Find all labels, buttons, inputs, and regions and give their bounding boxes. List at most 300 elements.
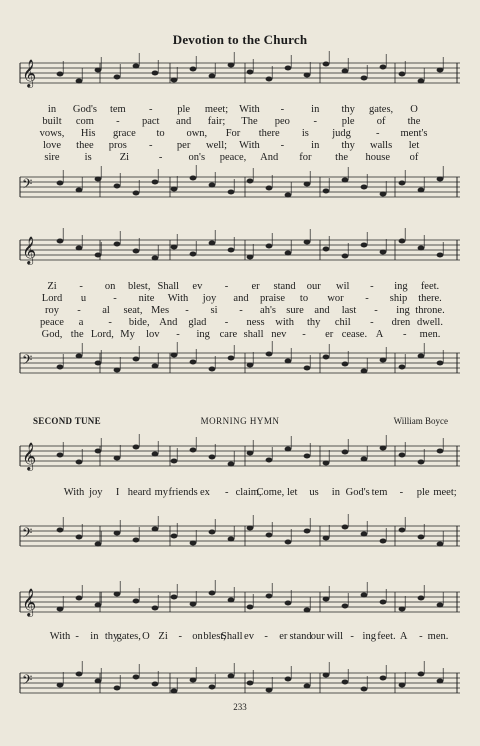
note-head xyxy=(133,357,140,362)
lyric-syllable: will xyxy=(326,631,344,642)
lyric-syllable: on xyxy=(192,631,203,642)
lyric-syllable: With xyxy=(239,104,260,115)
lyric-syllable: - xyxy=(370,317,374,328)
lyric-syllable: care xyxy=(219,329,238,340)
note-head xyxy=(57,453,64,458)
note-head xyxy=(399,239,406,244)
note-head xyxy=(304,182,311,187)
lyric-syllable: men. xyxy=(427,631,449,642)
lyric-syllable: claim, xyxy=(235,487,262,498)
lyric-syllable: well; xyxy=(206,140,228,151)
note-head xyxy=(380,65,387,70)
note-head xyxy=(285,677,292,682)
lyric-syllable: thy xyxy=(341,140,355,151)
note-head xyxy=(418,246,425,251)
lyric-syllable: to xyxy=(299,293,309,304)
lyric-syllable: thy xyxy=(104,631,119,642)
lyric-syllable: peace, xyxy=(219,152,247,163)
lyric-syllable: - xyxy=(148,104,153,115)
bass-clef: 𝄢 xyxy=(22,672,33,691)
lyric-syllable: walls xyxy=(369,140,393,151)
note-head xyxy=(285,540,292,545)
note-head xyxy=(114,75,121,80)
lyric-syllable: - xyxy=(116,116,120,127)
lyric-syllable: gates, xyxy=(368,104,394,115)
note-head xyxy=(323,247,330,252)
lyric-syllable: - xyxy=(178,631,183,642)
lyric-syllable: A xyxy=(399,631,408,642)
note-head xyxy=(437,679,444,684)
lyric-syllable: er xyxy=(279,631,288,642)
lyric-syllable: meet; xyxy=(433,487,457,498)
lyric-syllable: own, xyxy=(186,128,208,139)
note-head xyxy=(266,352,273,357)
note-head xyxy=(361,457,368,462)
lyric-syllable: there. xyxy=(418,293,442,304)
composer: William Boyce xyxy=(393,416,448,426)
lyric-syllable: blest, xyxy=(203,631,226,642)
note-head xyxy=(285,251,292,256)
lyric-syllable: ment's xyxy=(400,128,428,139)
note-head xyxy=(114,531,121,536)
note-head xyxy=(361,76,368,81)
note-head xyxy=(342,604,349,609)
lyric-syllable: blest, xyxy=(127,281,151,292)
lyric-syllable: - xyxy=(239,305,243,316)
treble-clef: 𝄞 xyxy=(22,442,37,470)
lyric-syllable: chil xyxy=(334,317,351,328)
lyric-syllable: men. xyxy=(419,329,441,340)
system1-treble-staff xyxy=(20,58,460,88)
lyric-syllable: - xyxy=(148,140,153,151)
note-head xyxy=(361,687,368,692)
lyric-syllable: wil xyxy=(336,281,350,292)
note-head xyxy=(95,177,102,182)
lyric-syllable: Zi xyxy=(47,281,57,292)
lyric-syllable: sure xyxy=(286,305,304,316)
note-head xyxy=(437,542,444,547)
lyric-syllable: Zi xyxy=(119,152,130,163)
note-head xyxy=(57,239,64,244)
note-head xyxy=(418,354,425,359)
note-head xyxy=(190,541,197,546)
lyric-syllable: a xyxy=(78,317,84,328)
note-head xyxy=(323,355,330,360)
note-head xyxy=(209,591,216,596)
note-head xyxy=(133,249,140,254)
lyric-syllable: God's xyxy=(72,104,97,115)
lyric-syllable: for xyxy=(299,152,312,163)
lyric-syllable: thy xyxy=(306,317,321,328)
note-head xyxy=(209,455,216,460)
bass-clef: 𝄢 xyxy=(22,176,33,195)
note-head xyxy=(399,683,406,688)
note-head xyxy=(57,607,64,612)
note-head xyxy=(171,595,178,600)
lyric-syllable: bide, xyxy=(128,317,150,328)
note-head xyxy=(304,684,311,689)
system4-treble-staff xyxy=(20,587,460,617)
note-head xyxy=(152,256,159,261)
note-head xyxy=(342,69,349,74)
lyric-syllable: His xyxy=(80,128,96,139)
note-head xyxy=(266,594,273,599)
note-head xyxy=(152,180,159,185)
bass-clef: 𝄢 xyxy=(22,525,33,544)
lyric-syllable: in xyxy=(47,104,57,115)
lyric-syllable: - xyxy=(158,152,163,163)
note-head xyxy=(361,593,368,598)
lyric-syllable: in xyxy=(311,140,320,151)
note-head xyxy=(247,179,254,184)
lyric-syllable: on xyxy=(104,281,116,292)
note-head xyxy=(171,534,178,539)
lyric-syllable: us xyxy=(309,487,319,498)
lyric-syllable: - xyxy=(176,329,180,340)
note-head xyxy=(133,538,140,543)
note-head xyxy=(247,255,254,260)
note-head xyxy=(228,598,235,603)
note-head xyxy=(190,176,197,181)
note-head xyxy=(380,600,387,605)
note-head xyxy=(95,361,102,366)
note-head xyxy=(361,532,368,537)
lyric-syllable: cease. xyxy=(341,329,368,340)
lyric-syllable: - xyxy=(403,329,407,340)
note-head xyxy=(399,453,406,458)
note-head xyxy=(380,676,387,681)
note-head xyxy=(114,456,121,461)
lyric-syllable: Shall xyxy=(221,631,243,642)
note-head xyxy=(57,528,64,533)
note-head xyxy=(76,188,83,193)
note-head xyxy=(76,460,83,465)
lyric-syllable: thee xyxy=(76,140,94,151)
lyric-syllable: Come, xyxy=(256,487,285,498)
lyric-syllable: - xyxy=(376,128,380,139)
note-head xyxy=(76,79,83,84)
note-head xyxy=(285,447,292,452)
note-head xyxy=(228,537,235,542)
note-head xyxy=(266,533,273,538)
note-head xyxy=(171,187,178,192)
note-head xyxy=(133,445,140,450)
lyric-syllable: built xyxy=(42,116,62,127)
lyric-syllable: nev xyxy=(271,329,287,340)
system3-treble-staff xyxy=(20,441,460,471)
lyric-syllable: My xyxy=(120,329,135,340)
note-head xyxy=(418,535,425,540)
note-head xyxy=(133,191,140,196)
system2-bass-staff xyxy=(20,348,460,378)
lyric-syllable: ple xyxy=(416,487,430,498)
note-head xyxy=(399,181,406,186)
lyric-syllable: - xyxy=(399,487,404,498)
lyric-syllable: Zi xyxy=(158,631,168,642)
note-head xyxy=(323,189,330,194)
lyric-syllable: ev xyxy=(192,281,203,292)
lyric-syllable: and xyxy=(233,293,249,304)
note-head xyxy=(95,679,102,684)
lyric-syllable: er xyxy=(325,329,334,340)
note-head xyxy=(209,74,216,79)
note-head xyxy=(228,356,235,361)
lyric-syllable: - xyxy=(313,116,318,127)
note-head xyxy=(247,363,254,368)
note-head xyxy=(190,448,197,453)
lyric-syllable: ing xyxy=(362,631,376,642)
note-head xyxy=(171,78,178,83)
note-head xyxy=(133,64,140,69)
lyric-syllable: of xyxy=(409,152,419,163)
lyric-syllable: the xyxy=(407,116,421,127)
lyric-syllable: With xyxy=(167,293,189,304)
note-head xyxy=(323,62,330,67)
lyric-syllable: judg xyxy=(332,128,351,139)
lyric-syllable: O xyxy=(142,631,150,642)
note-head xyxy=(57,683,64,688)
note-head xyxy=(57,181,64,186)
lyric-syllable: peace xyxy=(40,317,64,328)
note-head xyxy=(380,446,387,451)
lyric-syllable: ex xyxy=(199,487,210,498)
note-head xyxy=(304,454,311,459)
lyric-syllable: let xyxy=(286,487,298,498)
lyric-syllable: - xyxy=(264,631,268,642)
treble-clef: 𝄞 xyxy=(22,236,37,264)
note-head xyxy=(361,243,368,248)
note-head xyxy=(342,525,349,530)
note-head xyxy=(190,67,197,72)
lyric-syllable: Lord xyxy=(41,293,63,304)
lyric-syllable: Mes xyxy=(150,305,170,316)
lyric-syllable: our xyxy=(306,281,321,292)
note-head xyxy=(342,254,349,259)
lyric-syllable: to xyxy=(156,128,165,139)
lyric-syllable: ple xyxy=(341,116,355,127)
bass-clef: 𝄢 xyxy=(22,352,33,371)
lyric-syllable: - xyxy=(224,317,229,328)
note-head xyxy=(418,460,425,465)
note-head xyxy=(266,688,273,693)
note-head xyxy=(95,253,102,258)
lyric-syllable: stand xyxy=(289,631,312,642)
note-head xyxy=(114,686,121,691)
lyric-syllable: gates, xyxy=(116,631,141,642)
lyric-syllable: shall xyxy=(243,329,264,340)
note-head xyxy=(399,607,406,612)
lyric-syllable: feet. xyxy=(377,631,396,642)
note-head xyxy=(76,596,83,601)
note-head xyxy=(266,458,273,463)
note-head xyxy=(437,361,444,366)
note-head xyxy=(437,253,444,258)
lyric-syllable: With xyxy=(49,631,71,642)
lyric-syllable: ple xyxy=(177,104,191,115)
note-head xyxy=(133,599,140,604)
lyric-syllable: And xyxy=(260,152,279,163)
lyric-syllable: lov xyxy=(146,329,160,340)
lyric-syllable: praise xyxy=(259,293,286,304)
lyric-syllable: in xyxy=(311,104,320,115)
note-head xyxy=(228,248,235,253)
lyric-syllable: - xyxy=(75,631,79,642)
lyric-syllable: ev xyxy=(244,631,254,642)
lyric-syllable: there xyxy=(258,128,280,139)
note-head xyxy=(95,449,102,454)
lyric-syllable: The xyxy=(241,116,258,127)
note-head xyxy=(437,68,444,73)
lyric-syllable: and xyxy=(314,305,330,316)
note-head xyxy=(228,462,235,467)
lyric-syllable: - xyxy=(350,631,354,642)
lyric-syllable: fair; xyxy=(207,116,226,127)
lyric-syllable: - xyxy=(108,317,112,328)
note-head xyxy=(171,459,178,464)
lyric-syllable: peo xyxy=(274,116,290,127)
note-head xyxy=(285,359,292,364)
note-head xyxy=(114,592,121,597)
note-head xyxy=(247,451,254,456)
note-head xyxy=(57,365,64,370)
lyric-syllable: seat, xyxy=(123,305,143,316)
lyric-syllable: - xyxy=(225,487,229,498)
note-head xyxy=(266,186,273,191)
lyric-syllable: on's xyxy=(188,152,206,163)
note-head xyxy=(380,358,387,363)
note-head xyxy=(247,605,254,610)
lyric-syllable: ing xyxy=(196,329,210,340)
lyric-syllable: With xyxy=(63,487,85,498)
note-head xyxy=(380,539,387,544)
lyric-syllable: of xyxy=(376,116,386,127)
lyric-syllable: - xyxy=(370,281,374,292)
note-head xyxy=(209,685,216,690)
note-head xyxy=(418,79,425,84)
note-head xyxy=(171,245,178,250)
note-head xyxy=(437,177,444,182)
lyric-syllable: God's xyxy=(345,487,370,498)
note-head xyxy=(76,354,83,359)
lyric-syllable: meet; xyxy=(204,104,229,115)
lyric-syllable: stand xyxy=(273,281,296,292)
note-head xyxy=(399,72,406,77)
system2-treble-staff xyxy=(20,235,460,265)
lyric-syllable: house xyxy=(365,152,391,163)
lyric-syllable: - xyxy=(280,104,285,115)
note-head xyxy=(304,73,311,78)
note-head xyxy=(304,608,311,613)
lyric-syllable: - xyxy=(419,631,423,642)
note-head xyxy=(190,602,197,607)
page-number: 233 xyxy=(233,702,247,712)
note-head xyxy=(304,240,311,245)
lyric-syllable: the xyxy=(70,329,84,340)
note-head xyxy=(152,364,159,369)
lyric-syllable: O xyxy=(410,104,418,115)
lyric-syllable: tem xyxy=(109,104,126,115)
note-head xyxy=(399,365,406,370)
note-head xyxy=(114,184,121,189)
lyric-syllable: let xyxy=(408,140,420,151)
note-head xyxy=(437,603,444,608)
note-head xyxy=(399,528,406,533)
system1-bass-staff xyxy=(20,172,460,202)
lyric-syllable: - xyxy=(365,293,369,304)
lyric-syllable: our xyxy=(310,631,325,642)
system4-bass-staff xyxy=(20,668,460,698)
system3-bass-staff xyxy=(20,521,460,551)
lyric-syllable: For xyxy=(225,128,241,139)
lyric-syllable: friends xyxy=(168,487,198,498)
second-tune-label: SECOND TUNE xyxy=(33,416,101,426)
note-head xyxy=(228,190,235,195)
lyric-syllable: - xyxy=(77,305,81,316)
note-head xyxy=(228,63,235,68)
lyric-syllable: si xyxy=(210,305,218,316)
lyric-syllable: - xyxy=(79,281,83,292)
lyric-syllable: pact xyxy=(141,116,160,127)
lyric-syllable: ness xyxy=(246,317,265,328)
note-head xyxy=(418,188,425,193)
note-head xyxy=(247,70,254,75)
lyric-syllable: Shall xyxy=(157,281,180,292)
note-head xyxy=(171,353,178,358)
note-head xyxy=(171,689,178,694)
note-head xyxy=(209,530,216,535)
lyric-syllable: wor xyxy=(327,293,344,304)
lyric-syllable: er xyxy=(251,281,260,292)
note-head xyxy=(361,185,368,190)
lyric-syllable: and xyxy=(176,116,192,127)
lyric-syllable: vows, xyxy=(39,128,65,139)
note-head xyxy=(76,672,83,677)
lyric-syllable: the xyxy=(335,152,349,163)
lyric-syllable: nite xyxy=(138,293,155,304)
lyric-syllable: is xyxy=(301,128,309,139)
note-head xyxy=(95,603,102,608)
note-head xyxy=(152,682,159,687)
lyric-syllable: pros xyxy=(108,140,127,151)
note-head xyxy=(323,597,330,602)
lyric-syllable: ing xyxy=(396,305,410,316)
lyric-syllable: glad xyxy=(188,317,207,328)
note-head xyxy=(247,526,254,531)
note-head xyxy=(323,461,330,466)
hymn-title: Devotion to the Church xyxy=(172,32,308,47)
lyric-syllable: ing xyxy=(394,281,408,292)
note-head xyxy=(209,367,216,372)
note-head xyxy=(133,675,140,680)
lyric-syllable: - xyxy=(185,305,189,316)
treble-clef: 𝄞 xyxy=(22,59,37,87)
lyric-syllable: ah's xyxy=(260,305,276,316)
note-head xyxy=(190,678,197,683)
note-head xyxy=(152,71,159,76)
note-head xyxy=(323,673,330,678)
note-head xyxy=(266,244,273,249)
note-head xyxy=(266,77,273,82)
note-head xyxy=(95,68,102,73)
lyric-syllable: last xyxy=(341,305,357,316)
lyric-syllable: Lord, xyxy=(90,329,114,340)
lyric-syllable: dren xyxy=(391,317,411,328)
lyric-syllable: joy xyxy=(89,487,103,498)
note-head xyxy=(285,66,292,71)
note-head xyxy=(285,193,292,198)
note-head xyxy=(228,674,235,679)
lyric-syllable: per xyxy=(176,140,191,151)
